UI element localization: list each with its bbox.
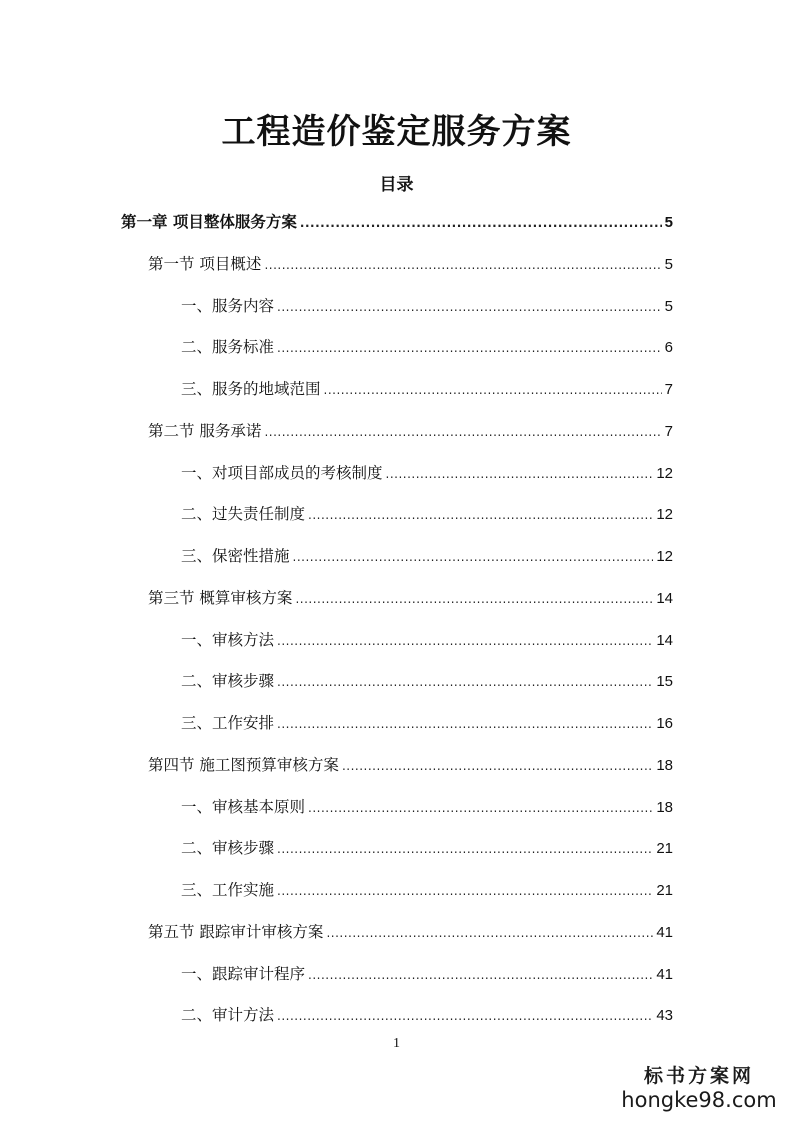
toc-entry-page-number: 12 (656, 506, 673, 524)
toc-entry-label: 三、工作实施 (181, 881, 275, 899)
toc-entry-label: 三、保密性措施 (181, 547, 290, 565)
toc-entry-page-number: 7 (664, 422, 673, 440)
toc-entry-label: 二、服务标准 (181, 338, 275, 357)
toc-dot-leader (293, 543, 654, 571)
toc-entry-label: 三、服务的地域范围 (181, 380, 321, 398)
toc-dot-leader (277, 835, 653, 863)
toc-entry[interactable] (181, 626, 673, 654)
toc-entry-label: 第一节 项目概述 (148, 254, 262, 273)
toc-dot-leader (277, 1002, 653, 1030)
toc-entry-page-number: 5 (664, 255, 673, 273)
toc-entry-label: 第三节 概算审核方案 (148, 588, 293, 607)
page-number: 1 (393, 1036, 400, 1051)
toc-entry-page-number: 5 (664, 297, 673, 315)
toc-entry-page-number: 21 (656, 882, 673, 899)
toc-entry-label: 一、审核方法 (181, 630, 275, 649)
toc-dot-leader (386, 460, 654, 488)
toc-entry-page-number: 7 (664, 381, 673, 398)
toc-entry[interactable] (181, 500, 673, 528)
toc-dot-leader (277, 668, 653, 696)
watermark-site-name: 标书方案网 (643, 1065, 754, 1087)
toc-entry-label: 二、审核步骤 (181, 672, 275, 691)
toc-dot-leader (324, 376, 662, 404)
toc-entry-label: 一、服务内容 (181, 296, 275, 315)
watermark-logo (619, 1064, 779, 1112)
toc-entry-label: 二、过失责任制度 (181, 505, 306, 524)
watermark-site-url: hongke98.com (621, 1088, 777, 1112)
toc-dot-leader (264, 418, 661, 446)
toc-entry[interactable] (181, 459, 673, 487)
toc-entry-label: 第四节 施工图预算审核方案 (148, 755, 339, 774)
toc-entry[interactable] (121, 208, 673, 236)
toc-entry[interactable] (181, 834, 673, 862)
toc-entry-page-number: 41 (656, 923, 673, 941)
toc-dot-leader (300, 209, 662, 237)
toc-dot-leader (277, 293, 662, 321)
toc-dot-leader (308, 794, 653, 822)
toc-entry-label: 一、对项目部成员的考核制度 (181, 463, 383, 482)
toc-entry[interactable] (148, 918, 673, 946)
toc-entry-label: 三、工作安排 (181, 714, 275, 732)
toc-entry[interactable] (181, 667, 673, 695)
toc-entry-page-number: 18 (656, 798, 673, 816)
toc-entry-label: 一、跟踪审计程序 (181, 964, 306, 983)
toc-entry-label: 第二节 服务承诺 (148, 421, 262, 440)
toc-entry-page-number: 12 (656, 548, 673, 565)
toc-entry-page-number: 5 (664, 214, 673, 231)
toc-entry-page-number: 43 (656, 1007, 673, 1025)
toc-entry-label: 二、审计方法 (181, 1006, 275, 1025)
toc-entry[interactable] (181, 292, 673, 320)
toc-entry[interactable] (148, 584, 673, 612)
document-title: 工程造价鉴定服务方案 (221, 112, 572, 152)
toc-entry[interactable] (148, 751, 673, 779)
toc-entry[interactable] (181, 375, 673, 403)
toc-entry[interactable] (148, 250, 673, 278)
toc-entry-page-number: 18 (656, 756, 673, 774)
toc-entry[interactable] (181, 709, 673, 737)
toc-dot-leader (264, 251, 661, 279)
toc-dot-leader (277, 627, 653, 655)
toc-entry-page-number: 16 (656, 715, 673, 732)
toc-dot-leader (277, 877, 653, 905)
toc-heading: 目录 (379, 175, 414, 195)
toc-dot-leader (326, 919, 653, 947)
toc-entry[interactable] (148, 417, 673, 445)
toc-dot-leader (342, 752, 653, 780)
toc-entry-page-number: 14 (656, 589, 673, 607)
toc-dot-leader (308, 501, 653, 529)
toc-entry-label: 第五节 跟踪审计审核方案 (148, 922, 324, 941)
toc-entry[interactable] (181, 793, 673, 821)
toc-dot-leader (277, 710, 653, 738)
toc-entry-page-number: 21 (656, 840, 673, 858)
toc-entry[interactable] (181, 333, 673, 361)
toc-entry[interactable] (181, 542, 673, 570)
toc-dot-leader (277, 334, 662, 362)
toc-entry[interactable] (181, 960, 673, 988)
toc-dot-leader (308, 961, 653, 989)
toc-entry-page-number: 12 (656, 464, 673, 482)
toc-entry-page-number: 6 (664, 339, 673, 357)
toc-entry[interactable] (181, 876, 673, 904)
toc-entry-page-number: 15 (656, 673, 673, 691)
toc-entry-page-number: 14 (656, 631, 673, 649)
toc-entry-label: 第一章 项目整体服务方案 (121, 213, 297, 231)
toc-dot-leader (295, 585, 653, 613)
toc-entry[interactable] (181, 1001, 673, 1029)
toc-entry-page-number: 41 (656, 965, 673, 983)
toc-entry-label: 二、审核步骤 (181, 839, 275, 858)
toc-entry-label: 一、审核基本原则 (181, 797, 306, 816)
